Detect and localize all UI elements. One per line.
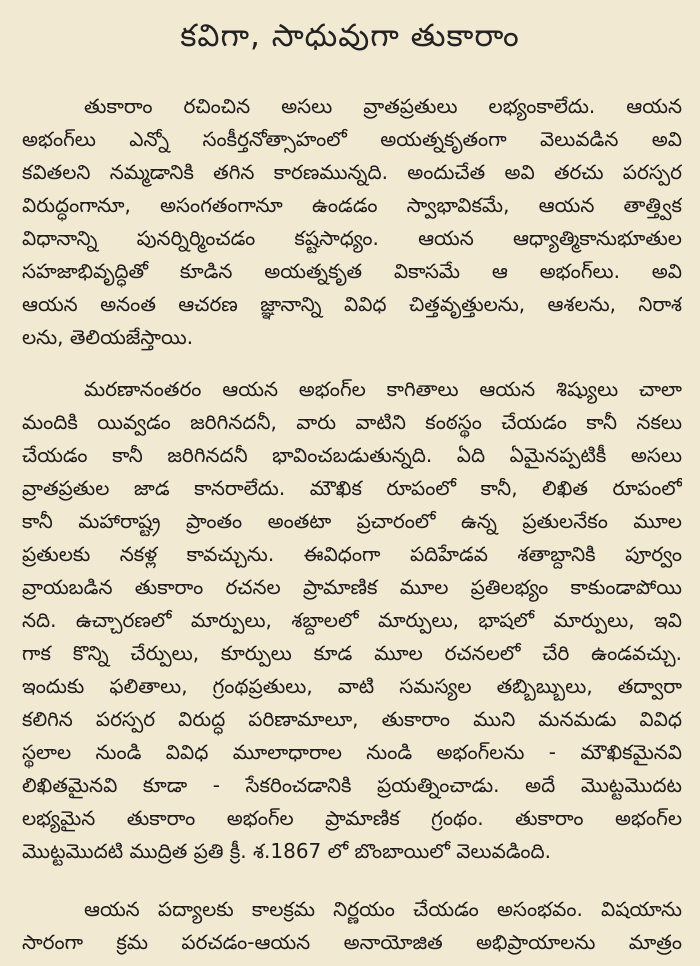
text-line: ప్రతులకు నకళ్ల కావచ్చును. ఈవిధంగా పదిహేడవ శతాబ్దానికి పూర్వం <box>22 542 682 566</box>
text-line: కలిగిన పరస్పర విరుద్ధ పరిణామాలూ, తుకారాం ముని మనమడు వివిధ <box>22 707 682 731</box>
text-line: ఆయన పద్యాలకు కాలక్రమ నిర్ణయం చేయడం అసంభవం. విషయాను <box>84 897 682 921</box>
page-title: కవిగా, సాధువుగా తుకారాం <box>180 18 520 54</box>
text-line: ఇందుకు ఫలితాలు, గ్రంథప్రతులు, వాటి సమస్యల తబ్బిబ్బులు, తద్వారా <box>22 674 682 698</box>
text-line: అభంగ్‌లు ఎన్నో సంకీర్తనోత్సాహంలో అయత్నకృతంగా వెలువడిన అవి <box>22 127 682 151</box>
text-line: స్థలాల నుండి వివిధ మూలాధారాల నుండి అభంగ్‌లను - మౌఖికమైనవి <box>22 740 682 764</box>
text-line: మరణానంతరం ఆయన అభంగ్‌ల కాగితాలు ఆయన శిష్యులు చాలా <box>84 377 682 401</box>
paragraph-1 <box>22 90 682 354</box>
text-line: ఆయన అనంత ఆచరణ జ్ఞానాన్ని వివిధ చిత్తవృత్తులను, ఆశలను, నిరాశ <box>22 292 682 316</box>
text-line: లను, తెలియజేస్తాయి. <box>22 325 194 349</box>
paragraph-3 <box>22 893 682 959</box>
text-line: మొట్టమొదటి ముద్రిత ప్రతి క్రీ. శ.1867 లో బొంబాయిలో వెలువడింది. <box>22 839 551 863</box>
text-line: సహజాభివృద్ధితో కూడిన అయత్నకృత వికాసమే ఆ అభంగ్‌లు. అవి <box>22 259 682 283</box>
text-line: గాక కొన్ని చేర్పులు, కూర్పులు కూడ మూల రచనలలో చేరి ఉండవచ్చు. <box>22 641 682 665</box>
text-line: లభ్యమైన తుకారాం అభంగ్‌ల ప్రామాణిక గ్రంథం. తుకారాం అభంగ్‌ల <box>22 806 682 830</box>
text-line: లిఖితమైనవి కూడా - సేకరించడానికి ప్రయత్నించాడు. అదే మొట్టమొదట <box>22 773 682 797</box>
text-line: సారంగా క్రమ పరచడం-ఆయన అనాయోజిత అభిప్రాయాలను మాత్రం <box>22 930 682 954</box>
text-line: నది. ఉచ్చారణలో మార్పులు, శబ్దాలలో మార్పులు, భాషలో మార్పులు, ఇవి <box>22 608 682 632</box>
text-line: విధానాన్ని పునర్నిర్మించడం కష్టసాధ్యం. ఆయన ఆధ్యాత్మికానుభూతుల <box>22 226 682 250</box>
text-line: కవితలని నమ్మడానికి తగిన కారణమున్నది. అందుచేత అవి తరచు పరస్పర <box>22 160 682 184</box>
text-line: కానీ మహారాష్ట్ర ప్రాంతం అంతటా ప్రచారంలో ఉన్న ప్రతులనేకం మూల <box>22 509 682 533</box>
paragraph-2 <box>22 373 682 868</box>
text-line: చేయడం కానీ జరిగినదనీ భావించబడుతున్నది. ఏది ఏమైనప్పటికీ అసలు <box>22 443 682 467</box>
text-line: వ్రాయబడిన తుకారాం రచనల ప్రామాణిక మూల ప్రతిలభ్యం కాకుండాపోయి <box>22 575 682 599</box>
text-line: తుకారాం రచించిన అసలు వ్రాతప్రతులు లభ్యంకాలేదు. ఆయన <box>84 94 682 118</box>
text-line: విరుద్ధంగానూ, అసంగతంగానూ ఉండడం స్వాభావికమే, ఆయన తాత్త్విక <box>22 193 682 217</box>
text-line: వ్రాతప్రతుల జాడ కానరాలేదు. మౌఖిక రూపంలో కానీ, లిఖిత రూపంలో <box>22 476 682 500</box>
text-line: మందికి యివ్వడం జరిగినదనీ, వారు వాటిని కంఠస్థం చేయడం కానీ నకలు <box>22 410 682 434</box>
